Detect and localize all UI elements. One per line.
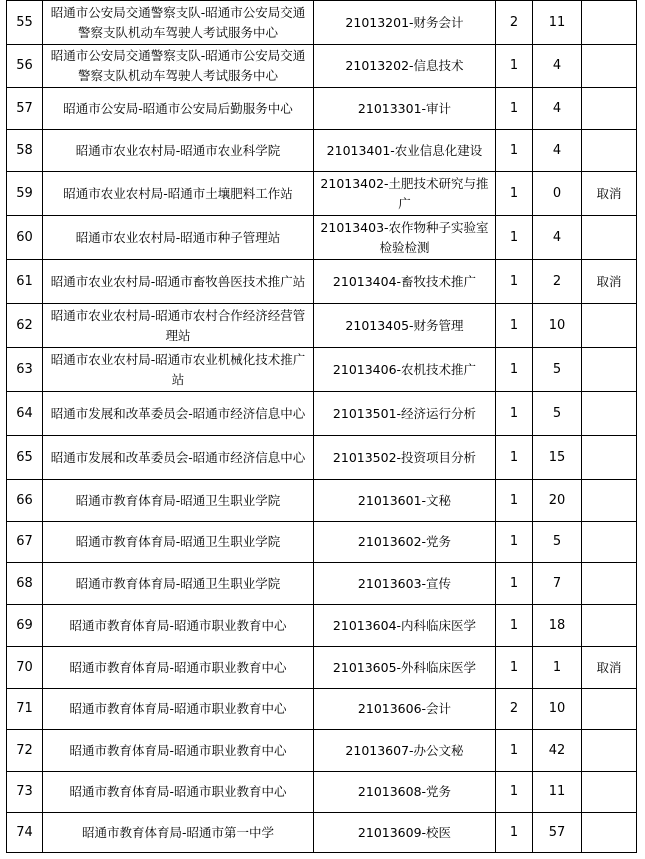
cell-unit: 昭通市农业农村局-昭通市农业机械化技术推广站 [43, 348, 314, 392]
cell-no: 72 [7, 730, 43, 772]
cell-no: 69 [7, 605, 43, 647]
table-row [7, 436, 637, 480]
cell-applicants: 0 [533, 172, 582, 216]
table-row [7, 522, 637, 563]
cell-note [582, 563, 637, 605]
cell-note [582, 772, 637, 813]
cell-post: 21013602-党务 [314, 522, 496, 563]
cell-plan: 1 [496, 130, 533, 172]
table-row [7, 647, 637, 689]
cell-post: 21013609-校医 [314, 813, 496, 853]
cell-post: 21013406-农机技术推广 [314, 348, 496, 392]
table-row [7, 172, 637, 216]
table-row [7, 605, 637, 647]
cell-post: 21013603-宣传 [314, 563, 496, 605]
cell-post: 21013501-经济运行分析 [314, 392, 496, 436]
cell-applicants: 1 [533, 647, 582, 689]
cell-plan: 1 [496, 730, 533, 772]
cell-note [582, 436, 637, 480]
cell-note [582, 522, 637, 563]
cell-unit: 昭通市发展和改革委员会-昭通市经济信息中心 [43, 436, 314, 480]
table-row [7, 730, 637, 772]
cell-unit: 昭通市发展和改革委员会-昭通市经济信息中心 [43, 392, 314, 436]
cell-note [582, 480, 637, 522]
cell-note [582, 1, 637, 45]
table-row [7, 348, 637, 392]
cell-note [582, 730, 637, 772]
cell-unit: 昭通市农业农村局-昭通市畜牧兽医技术推广站 [43, 260, 314, 304]
cell-post: 21013405-财务管理 [314, 304, 496, 348]
cell-applicants: 2 [533, 260, 582, 304]
cell-applicants: 57 [533, 813, 582, 853]
cell-no: 61 [7, 260, 43, 304]
cell-note: 取消 [582, 260, 637, 304]
cell-no: 60 [7, 216, 43, 260]
cell-applicants: 10 [533, 304, 582, 348]
cell-applicants: 10 [533, 689, 582, 730]
cell-no: 58 [7, 130, 43, 172]
cell-applicants: 20 [533, 480, 582, 522]
cell-no: 70 [7, 647, 43, 689]
table-row [7, 563, 637, 605]
cell-note: 取消 [582, 647, 637, 689]
cell-plan: 1 [496, 45, 533, 88]
cell-plan: 1 [496, 772, 533, 813]
cell-plan: 1 [496, 392, 533, 436]
cell-no: 56 [7, 45, 43, 88]
cell-no: 68 [7, 563, 43, 605]
cell-plan: 2 [496, 1, 533, 45]
cell-plan: 1 [496, 216, 533, 260]
cell-post: 21013402-土肥技术研究与推广 [314, 172, 496, 216]
cell-unit: 昭通市公安局-昭通市公安局后勤服务中心 [43, 88, 314, 130]
cell-no: 71 [7, 689, 43, 730]
table-body [7, 1, 637, 853]
cell-note [582, 392, 637, 436]
cell-applicants: 5 [533, 348, 582, 392]
cell-no: 65 [7, 436, 43, 480]
cell-note [582, 216, 637, 260]
cell-plan: 1 [496, 647, 533, 689]
table-row [7, 45, 637, 88]
cell-note [582, 88, 637, 130]
table-row [7, 304, 637, 348]
cell-no: 57 [7, 88, 43, 130]
cell-unit: 昭通市农业农村局-昭通市土壤肥料工作站 [43, 172, 314, 216]
cell-note [582, 348, 637, 392]
cell-unit: 昭通市教育体育局-昭通卫生职业学院 [43, 522, 314, 563]
cell-unit: 昭通市农业农村局-昭通市种子管理站 [43, 216, 314, 260]
cell-no: 63 [7, 348, 43, 392]
cell-note [582, 45, 637, 88]
cell-applicants: 15 [533, 436, 582, 480]
cell-post: 21013604-内科临床医学 [314, 605, 496, 647]
cell-no: 59 [7, 172, 43, 216]
cell-unit: 昭通市教育体育局-昭通市职业教育中心 [43, 772, 314, 813]
cell-no: 67 [7, 522, 43, 563]
cell-applicants: 4 [533, 130, 582, 172]
table-row [7, 130, 637, 172]
cell-applicants: 5 [533, 392, 582, 436]
cell-plan: 1 [496, 605, 533, 647]
cell-no: 73 [7, 772, 43, 813]
cell-plan: 1 [496, 522, 533, 563]
table-row [7, 1, 637, 45]
cell-applicants: 42 [533, 730, 582, 772]
cell-no: 64 [7, 392, 43, 436]
cell-plan: 1 [496, 172, 533, 216]
cell-post: 21013202-信息技术 [314, 45, 496, 88]
cell-unit: 昭通市农业农村局-昭通市农业科学院 [43, 130, 314, 172]
cell-unit: 昭通市教育体育局-昭通市职业教育中心 [43, 689, 314, 730]
cell-applicants: 4 [533, 88, 582, 130]
cell-applicants: 4 [533, 45, 582, 88]
table-row [7, 260, 637, 304]
cell-applicants: 11 [533, 1, 582, 45]
cell-unit: 昭通市教育体育局-昭通市职业教育中心 [43, 647, 314, 689]
cell-unit: 昭通市公安局交通警察支队-昭通市公安局交通警察支队机动车驾驶人考试服务中心 [43, 45, 314, 88]
table-row [7, 88, 637, 130]
cell-post: 21013606-会计 [314, 689, 496, 730]
cell-no: 66 [7, 480, 43, 522]
cell-plan: 1 [496, 563, 533, 605]
cell-post: 21013607-办公文秘 [314, 730, 496, 772]
cell-plan: 1 [496, 260, 533, 304]
cell-note [582, 304, 637, 348]
cell-unit: 昭通市教育体育局-昭通卫生职业学院 [43, 480, 314, 522]
cell-applicants: 4 [533, 216, 582, 260]
cell-post: 21013601-文秘 [314, 480, 496, 522]
cell-applicants: 5 [533, 522, 582, 563]
cell-plan: 1 [496, 436, 533, 480]
cell-note [582, 130, 637, 172]
table-row [7, 689, 637, 730]
cell-post: 21013608-党务 [314, 772, 496, 813]
table-row [7, 813, 637, 853]
cell-plan: 1 [496, 813, 533, 853]
table-row [7, 392, 637, 436]
cell-note: 取消 [582, 172, 637, 216]
cell-unit: 昭通市教育体育局-昭通市第一中学 [43, 813, 314, 853]
table-row [7, 216, 637, 260]
cell-note [582, 689, 637, 730]
cell-unit: 昭通市公安局交通警察支队-昭通市公安局交通警察支队机动车驾驶人考试服务中心 [43, 1, 314, 45]
cell-plan: 1 [496, 304, 533, 348]
cell-applicants: 7 [533, 563, 582, 605]
table-row [7, 772, 637, 813]
cell-unit: 昭通市农业农村局-昭通市农村合作经济经营管理站 [43, 304, 314, 348]
cell-unit: 昭通市教育体育局-昭通卫生职业学院 [43, 563, 314, 605]
cell-post: 21013404-畜牧技术推广 [314, 260, 496, 304]
cell-no: 74 [7, 813, 43, 853]
post-applicant-table [6, 0, 637, 853]
cell-unit: 昭通市教育体育局-昭通市职业教育中心 [43, 730, 314, 772]
cell-no: 62 [7, 304, 43, 348]
cell-plan: 1 [496, 348, 533, 392]
cell-plan: 1 [496, 480, 533, 522]
cell-post: 21013301-审计 [314, 88, 496, 130]
cell-unit: 昭通市教育体育局-昭通市职业教育中心 [43, 605, 314, 647]
cell-post: 21013201-财务会计 [314, 1, 496, 45]
cell-post: 21013403-农作物种子实验室检验检测 [314, 216, 496, 260]
cell-plan: 2 [496, 689, 533, 730]
table-row [7, 480, 637, 522]
cell-post: 21013401-农业信息化建设 [314, 130, 496, 172]
cell-plan: 1 [496, 88, 533, 130]
cell-post: 21013502-投资项目分析 [314, 436, 496, 480]
cell-note [582, 813, 637, 853]
cell-applicants: 11 [533, 772, 582, 813]
cell-no: 55 [7, 1, 43, 45]
cell-note [582, 605, 637, 647]
cell-applicants: 18 [533, 605, 582, 647]
cell-post: 21013605-外科临床医学 [314, 647, 496, 689]
